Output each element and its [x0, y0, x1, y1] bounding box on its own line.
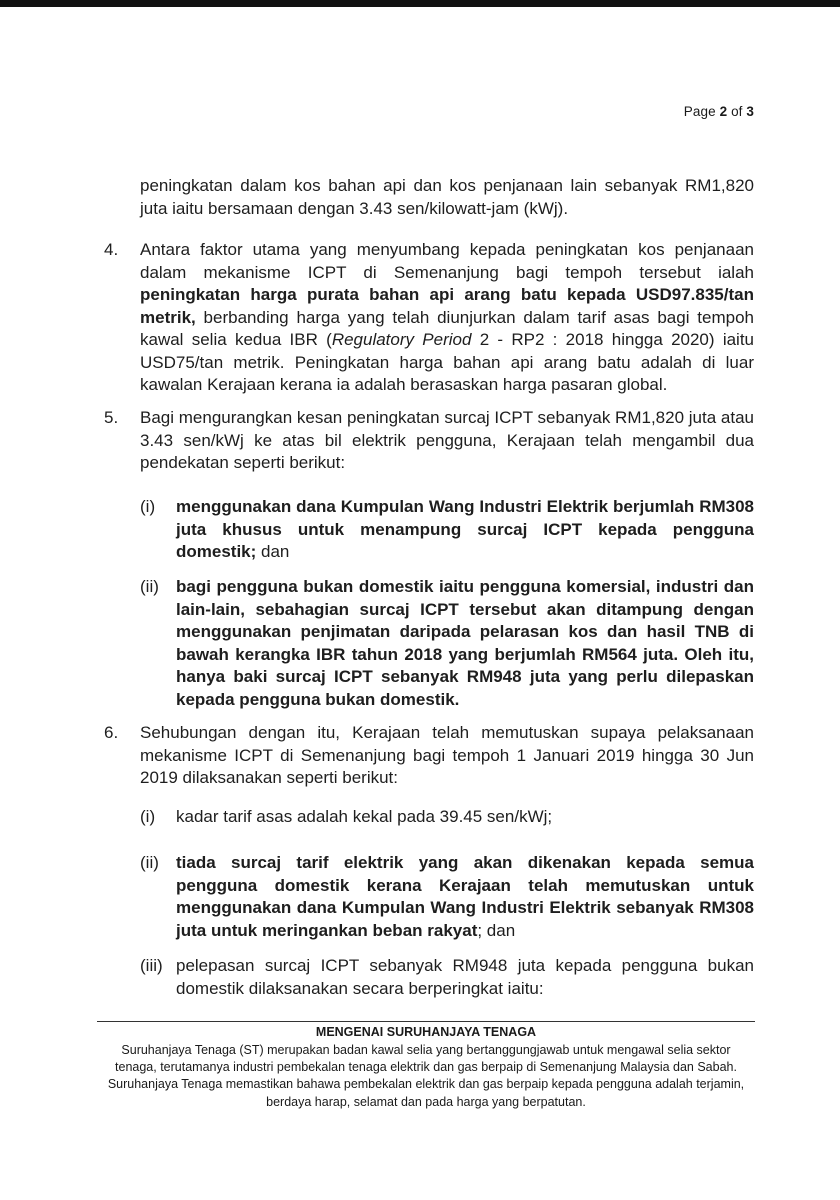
footer-line-4: berdaya harap, selamat dan pada harga yang berpatutan. [266, 1094, 586, 1109]
current-page: 2 [719, 104, 728, 119]
paragraph-6-number: 6. [104, 723, 119, 742]
paragraph-4-bold-text: peningkatan harga purata bahan api arang batu kepada USD97.835/tan metrik, [140, 285, 754, 327]
scan-top-edge [0, 0, 840, 7]
p5-item-2-marker: (ii) [140, 577, 159, 596]
p6-item-2 [176, 852, 754, 942]
p6-item-3: pelepasan surcaj ICPT sebanyak RM948 juta kepada pengguna bukan domestik dilaksanakan secara berperingkat iaitu: [176, 956, 754, 998]
total-pages: 3 [746, 104, 754, 119]
p5-item-1 [176, 496, 754, 564]
footer-line-2: tenaga, terutamanya industri pembekalan tenaga elektrik dan gas berpaip di Semenanjung Malaysia dan Sabah. [115, 1060, 737, 1075]
continuation-paragraph: peningkatan dalam kos bahan api dan kos penjanaan lain sebanyak RM1,820 juta iaitu bersamaan dengan 3.43 sen/kilowatt-jam (kWj). [140, 176, 754, 218]
paragraph-4-italic-text: Regulatory Period [331, 330, 472, 349]
footer-body [82, 1042, 770, 1111]
paragraph-4 [140, 239, 754, 397]
page-word: Page [683, 104, 716, 119]
paragraph-4-text-3: 2 - RP2 : 2018 hingga 2020) iaitu USD75/tan metrik. Peningkatan harga bahan api arang batu adalah di luar kawalan Kerajaan kerana ia adalah berasaskan harga pasaran global. [140, 330, 755, 394]
p5-item-1-marker: (i) [140, 497, 156, 516]
p6-item-2-marker: (ii) [140, 853, 159, 872]
p5-item-1-text: menggunakan dana Kumpulan Wang Industri Elektrik berjumlah RM308 juta khusus untuk menampung surcaj ICPT kepada pengguna domestik; [176, 497, 754, 561]
paragraph-4-number: 4. [104, 240, 119, 259]
page-number [684, 104, 754, 119]
footer-line-3: Suruhanjaya Tenaga memastikan bahawa pembekalan elektrik dan gas berpaip kepada pengguna adalah terjamin, [107, 1077, 745, 1092]
p6-item-1-marker: (i) [140, 807, 156, 826]
paragraph-4-text-1: Antara faktor utama yang menyumbang kepada peningkatan kos penjanaan dalam mekanisme ICPT di Semenanjung bagi tempoh tersebut ialah [140, 240, 754, 282]
p6-item-2-suffix: ; dan [477, 920, 516, 940]
of-word: of [731, 104, 743, 119]
footer-line-1: Suruhanjaya Tenaga (ST) merupakan badan kawal selia yang bertanggungjawab untuk mengawal selia sektor [121, 1043, 731, 1057]
p5-item-1-suffix: dan [256, 542, 290, 561]
p6-item-2-text: tiada surcaj tarif elektrik yang akan dikenakan kepada semua pengguna domestik kerana Kerajaan telah memutuskan untuk menggunakan dana Kumpulan Wang Industri Elektrik sebanyak RM308 juta untuk meringankan beban rakyat [176, 853, 754, 940]
footer-title: MENGENAI SURUHANJAYA TENAGA [315, 1025, 537, 1039]
paragraph-6: Sehubungan dengan itu, Kerajaan telah memutuskan supaya pelaksanaan mekanisme ICPT di Semenanjung bagi tempoh 1 Januari 2019 hingga 30 Jun 2019 dilaksanakan seperti berikut: [140, 723, 754, 787]
p6-item-3-marker: (iii) [140, 956, 163, 975]
footer-divider [97, 1021, 755, 1022]
p6-item-1: kadar tarif asas adalah kekal pada 39.45 sen/kWj; [176, 807, 553, 826]
paragraph-4-text-2: berbanding harga yang telah diunjurkan dalam tarif asas bagi tempoh kawal selia kedua IBR ( [140, 307, 754, 349]
p5-item-2: bagi pengguna bukan domestik iaitu pengguna komersial, industri dan lain-lain, sebahagian surcaj ICPT tersebut akan ditampung dengan menggunakan penjimatan daripada pelarasan kos dan hasil TNB di bawah kerangka IBR tahun 2018 yang berjumlah RM564 juta. Oleh itu, hanya baki surcaj ICPT sebanyak RM948 juta yang perlu dilepaskan kepada pengguna bukan domestik. [176, 577, 754, 709]
paragraph-5: Bagi mengurangkan kesan peningkatan surcaj ICPT sebanyak RM1,820 juta atau 3.43 sen/kWj ke atas bil elektrik pengguna, Kerajaan telah mengambil dua pendekatan seperti berikut: [140, 408, 754, 472]
paragraph-5-number: 5. [104, 408, 119, 427]
